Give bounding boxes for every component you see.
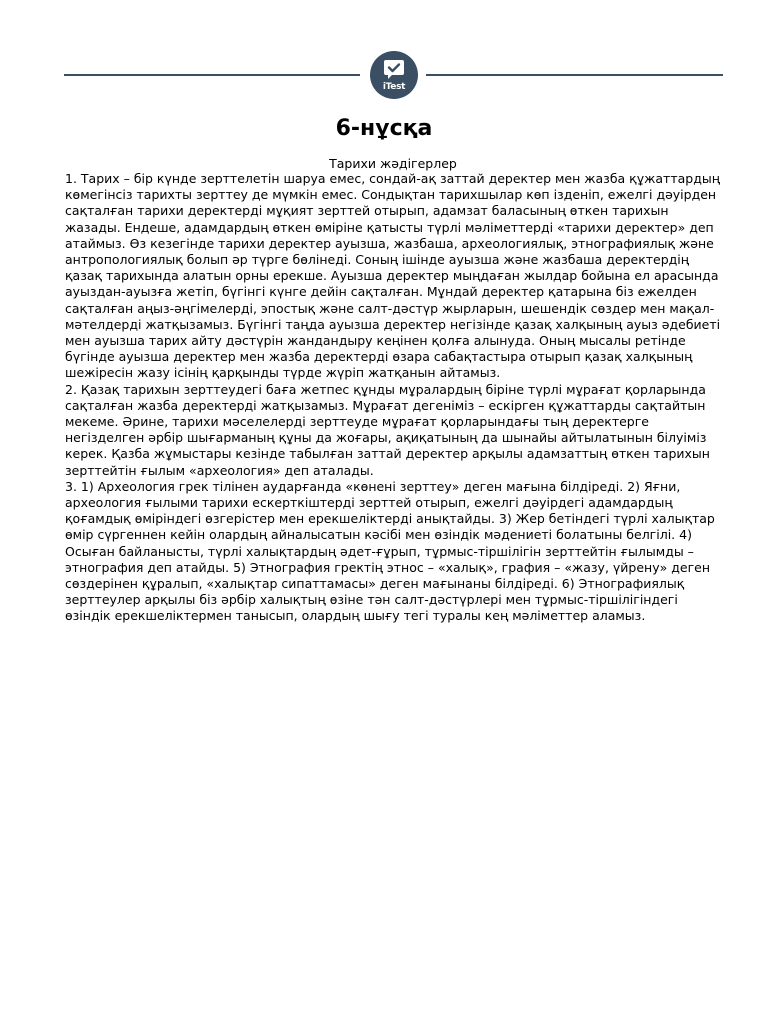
header-rule-left (64, 74, 360, 76)
paragraph-2: 2. Қазақ тарихын зерттеудегі баға жетпес құнды мұралардың біріне түрлі мұрағат қорларында сақталған жазба деректерді жатқызамыз. Мұрағат дегеніміз – ескірген құжаттарды сақтайтын мекеме. Әрине, тарихи мәселелерді зерттеуде мұрағат қорларындағы тың деректерге негізделген әрбір шығарманың құны да жоғары, ақиқатының да шынайы айтылатынын білуіміз керек. Қазба жұмыстары кезінде табылған заттай деректер арқылы адамзаттың өткен тарихын зерттейтін ғылым «археология» деп аталады. (65, 381, 710, 478)
text-body (65, 171, 727, 625)
paragraph-3: 3. 1) Археология грек тілінен аударғанда «көнені зерттеу» деген мағына білдіреді. 2) Яғни, археология ғылыми тарихи ескерткіштерді зерттей отырып, ежелгі дәуірдегі адамдардың қоғамдық өміріндегі өзгерістер мен ерекшеліктерді анықтайды. 3) Жер бетіндегі түрлі халықтар өмір сүргеннен кейін олардың айналысатын кәсібі мен өзіндік мәдениеті болатыны белгілі. 4) Осыған байланысты, түрлі халықтардың әдет-ғұрып, тұрмыс-тіршілігін зерттейтін ғылымды – этнография деп атайды. 5) Этнография гректің этнос – «халық», графия – «жазу, үйрену» деген сөздерінен құралып, «халықтар сипаттамасы» деген мағынаны білдіреді. 6) Этнографиялық зерттеулер арқылы біз әрбір халықтың өзіне тән салт-дәстүрлері мен тұрмыс-тіршілігіндегі өзіндік ерекшеліктермен танысып, олардың шығу тегі туралы кең мәліметтер аламыз. (65, 478, 715, 624)
itest-logo (370, 51, 418, 99)
header-rule-right (426, 74, 723, 76)
paragraph-1: 1. Тарих – бір күнде зерттелетін шаруа емес, сондай-ақ заттай деректер мен жазба құжаттардың көмегінсіз тарихты зерттеу де мүмкін емес. Сондықтан тарихшылар көп ізденіп, ежелгі дәуірден сақталған тарихи деректерді мұқият зерттей отырып, адамзат баласының өткен тарихын жазады. Ендеше, адамдардың өткен өміріне қатысты түрлі мәліметтерді «тарихи деректер» деп атаймыз. Өз кезегінде тарихи деректер ауызша, жазбаша, археологиялық, этнографиялық және антропологиялық болып әр түрге бөлінеді. Соның ішінде ауызша және жазбаша деректердің қазақ тарихында алатын орны ерекше. Ауызша деректер мыңдаған жылдар бойына ел арасында ауыздан-ауызға жетіп, бүгінгі күнге дейін сақталған. Мұндай деректер қатарына біз ежелден сақталған аңыз-әңгімелерді, эпостық және салт-дәстүр жырларын, шешендік сөздер мен мақал-мәтелдерді жатқызамыз. Бүгінгі таңда ауызша деректер негізінде қазақ халқының ауыз әдебиеті мен ауызша тарих айту дәстүрін жандандыру кеңінен қолға алынуда. Оның мысалы ретінде бүгінде ауызша деректер мен жазба деректерді өзара сабақтастыра отырып қазақ халқының шежіресін жазу ісінің қарқынды түрде жүріп жатқанын айтамыз. (65, 171, 721, 381)
logo-text: iTest (382, 82, 406, 92)
check-speech-bubble-icon (383, 58, 405, 80)
page-subtitle: Тарихи жәдігерлер (329, 156, 457, 171)
page-title: 6-нұсқа (335, 116, 433, 141)
header (64, 48, 723, 100)
